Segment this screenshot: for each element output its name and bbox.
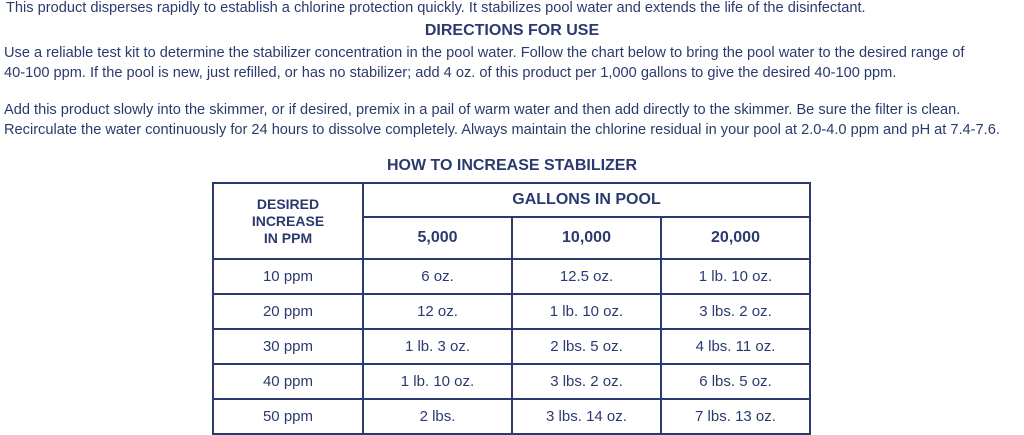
value-cell: 7 lbs. 13 oz. bbox=[661, 399, 810, 434]
directions-p2-line1: Add this product slowly into the skimmer, or if desired, premix in a pail of warm water and then add directly to the skimmer. Be sure the filter is clean. bbox=[4, 102, 961, 118]
directions-paragraph-1 bbox=[4, 43, 1022, 83]
stabilizer-table bbox=[212, 182, 811, 435]
value-cell: 4 lbs. 11 oz. bbox=[661, 329, 810, 364]
value-cell: 1 lb. 10 oz. bbox=[363, 364, 512, 399]
value-cell: 12 oz. bbox=[363, 294, 512, 329]
desired-header-line2: INCREASE bbox=[251, 212, 325, 229]
desired-header-line1: DESIRED bbox=[256, 195, 320, 212]
ppm-cell: 20 ppm bbox=[213, 294, 363, 329]
table-title: HOW TO INCREASE STABILIZER bbox=[386, 157, 638, 174]
intro-text: This product disperses rapidly to establish a chlorine protection quickly. It stabilizes pool water and extends the life of the disinfectant. bbox=[6, 0, 866, 16]
table-row bbox=[213, 294, 810, 329]
directions-paragraph-2 bbox=[4, 100, 1022, 140]
value-cell: 2 lbs. 5 oz. bbox=[512, 329, 661, 364]
gallons-in-pool-header: GALLONS IN POOL bbox=[363, 183, 810, 217]
ppm-cell: 30 ppm bbox=[213, 329, 363, 364]
value-cell: 6 lbs. 5 oz. bbox=[661, 364, 810, 399]
column-header-20000: 20,000 bbox=[661, 217, 810, 259]
value-cell: 2 lbs. bbox=[363, 399, 512, 434]
column-header-5000: 5,000 bbox=[363, 217, 512, 259]
ppm-cell: 40 ppm bbox=[213, 364, 363, 399]
value-cell: 3 lbs. 14 oz. bbox=[512, 399, 661, 434]
directions-p2-line2: Recirculate the water continuously for 24 hours to dissolve completely. Always maintain the chlorine residual in your pool at 2.0-4.0 ppm and pH at 7.4-7.6. bbox=[4, 122, 1000, 138]
table-row bbox=[213, 259, 810, 294]
table-row bbox=[213, 399, 810, 434]
table-row bbox=[213, 329, 810, 364]
value-cell: 6 oz. bbox=[363, 259, 512, 294]
directions-p1-line2: 40-100 ppm. If the pool is new, just refilled, or has no stabilizer; add 4 oz. of this product per 1,000 gallons to give the desired 40-100 ppm. bbox=[4, 65, 897, 81]
directions-p1-line1: Use a reliable test kit to determine the stabilizer concentration in the pool water. Follow the chart below to bring the pool water to the desired range of bbox=[4, 45, 965, 61]
value-cell: 12.5 oz. bbox=[512, 259, 661, 294]
column-header-10000: 10,000 bbox=[512, 217, 661, 259]
value-cell: 1 lb. 10 oz. bbox=[512, 294, 661, 329]
desired-header-line3: IN PPM bbox=[263, 229, 313, 246]
table-row bbox=[213, 364, 810, 399]
directions-heading: DIRECTIONS FOR USE bbox=[424, 22, 600, 39]
value-cell: 1 lb. 3 oz. bbox=[363, 329, 512, 364]
value-cell: 3 lbs. 2 oz. bbox=[661, 294, 810, 329]
ppm-cell: 50 ppm bbox=[213, 399, 363, 434]
desired-increase-header bbox=[213, 183, 363, 259]
ppm-cell: 10 ppm bbox=[213, 259, 363, 294]
value-cell: 3 lbs. 2 oz. bbox=[512, 364, 661, 399]
value-cell: 1 lb. 10 oz. bbox=[661, 259, 810, 294]
